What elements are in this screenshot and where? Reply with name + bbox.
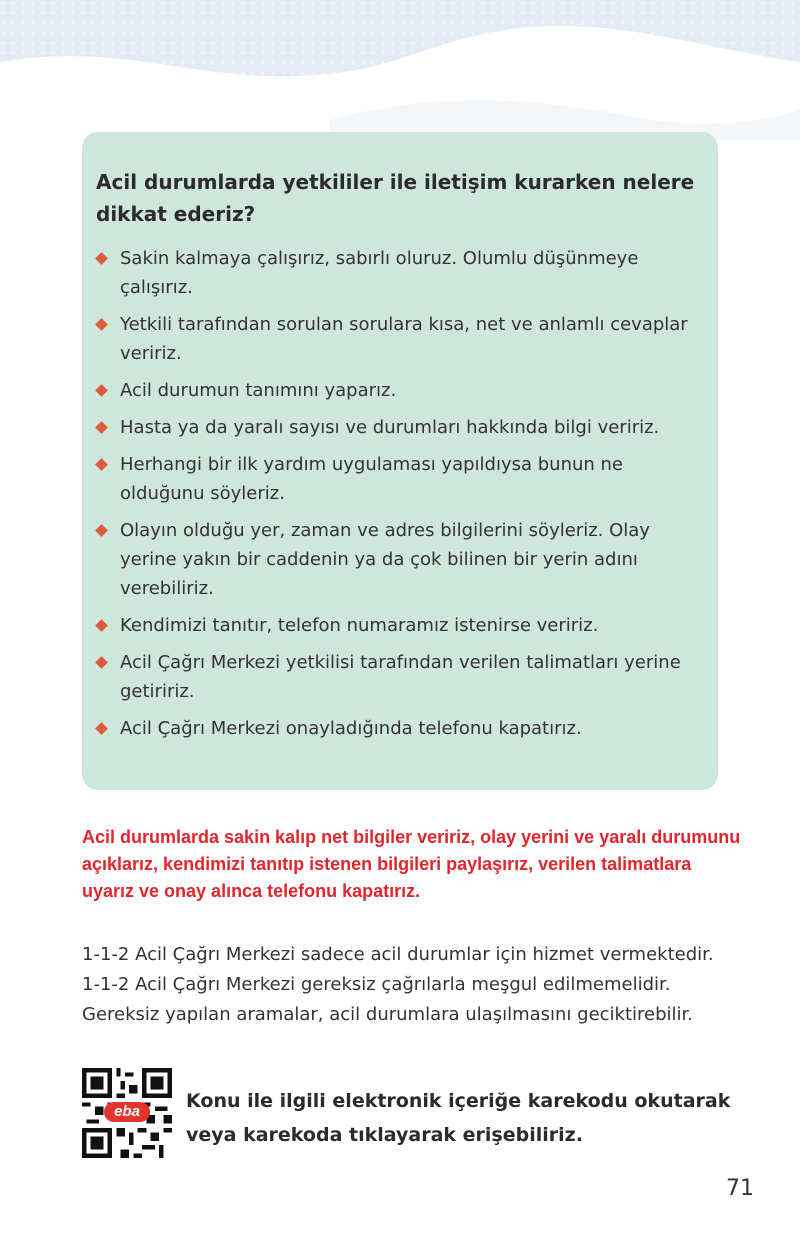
list-item-text: Sakin kalmaya çalışırız, sabırlı oluruz. Olumlu düşünmeye çalışırız. bbox=[120, 248, 639, 298]
diamond-bullet-icon bbox=[95, 421, 108, 434]
page-number: 71 bbox=[726, 1176, 754, 1201]
list-item bbox=[96, 310, 696, 368]
list-item-text: Olayın olduğu yer, zaman ve adres bilgilerini söyleriz. Olay yerine yakın bir caddenin ya da çok bilinen bir yerin adını verebiliriz. bbox=[120, 520, 650, 599]
list-item-text: Herhangi bir ilk yardım uygulaması yapıldıysa bunun ne olduğunu söyleriz. bbox=[120, 454, 624, 504]
card-question-heading: Acil durumlarda yetkililer ile iletişim kurarken nelere dikkat ederiz? bbox=[96, 170, 695, 226]
list-item bbox=[96, 244, 696, 302]
list-item-text: Yetkili tarafından sorulan sorulara kısa, net ve anlamlı cevaplar veririz. bbox=[120, 314, 688, 364]
diamond-bullet-icon bbox=[95, 524, 108, 537]
list-item bbox=[96, 516, 696, 603]
info-line: 1-1-2 Acil Çağrı Merkezi sadece acil durumlar için hizmet vermektedir. bbox=[82, 944, 714, 965]
list-item bbox=[96, 376, 696, 405]
emergency-info-paragraph bbox=[82, 940, 762, 1030]
list-item-text: Acil Çağrı Merkezi onayladığında telefonu kapatırız. bbox=[120, 718, 582, 739]
bullet-list bbox=[96, 244, 696, 751]
list-item bbox=[96, 611, 696, 640]
list-item-text: Acil Çağrı Merkezi yetkilisi tarafından verilen talimatları yerine getiririz. bbox=[120, 652, 681, 702]
diamond-bullet-icon bbox=[95, 458, 108, 471]
list-item-text: Kendimizi tanıtır, telefon numaramız istenirse veririz. bbox=[120, 615, 599, 636]
list-item bbox=[96, 450, 696, 508]
list-item bbox=[96, 413, 696, 442]
list-item-text: Acil durumun tanımını yaparız. bbox=[120, 380, 397, 401]
diamond-bullet-icon bbox=[95, 252, 108, 265]
list-item bbox=[96, 714, 696, 743]
header-wave-decoration bbox=[0, 0, 800, 140]
diamond-bullet-icon bbox=[95, 656, 108, 669]
info-line: 1-1-2 Acil Çağrı Merkezi gereksiz çağrılarla meşgul edilmemelidir. bbox=[82, 974, 671, 995]
qr-description: Konu ile ilgili elektronik içeriğe karekodu okutarak veya karekoda tıklayarak erişebiliriz. bbox=[186, 1090, 731, 1146]
diamond-bullet-icon bbox=[95, 722, 108, 735]
diamond-bullet-icon bbox=[95, 318, 108, 331]
diamond-bullet-icon bbox=[95, 619, 108, 632]
eba-logo: eba bbox=[104, 1102, 150, 1122]
diamond-bullet-icon bbox=[95, 384, 108, 397]
list-item-text: Hasta ya da yaralı sayısı ve durumları hakkında bilgi veririz. bbox=[120, 417, 660, 438]
list-item bbox=[96, 648, 696, 706]
info-line: Gereksiz yapılan aramalar, acil durumlara ulaşılmasını geciktirebilir. bbox=[82, 1004, 694, 1025]
summary-paragraph: Acil durumlarda sakin kalıp net bilgiler veririz, olay yerini ve yaralı durumunu açıklarız, kendimizi tanıtıp istenen bilgileri paylaşırız, verilen talimatlara uyarız ve onay alınca telefonu kapatırız. bbox=[82, 827, 741, 901]
